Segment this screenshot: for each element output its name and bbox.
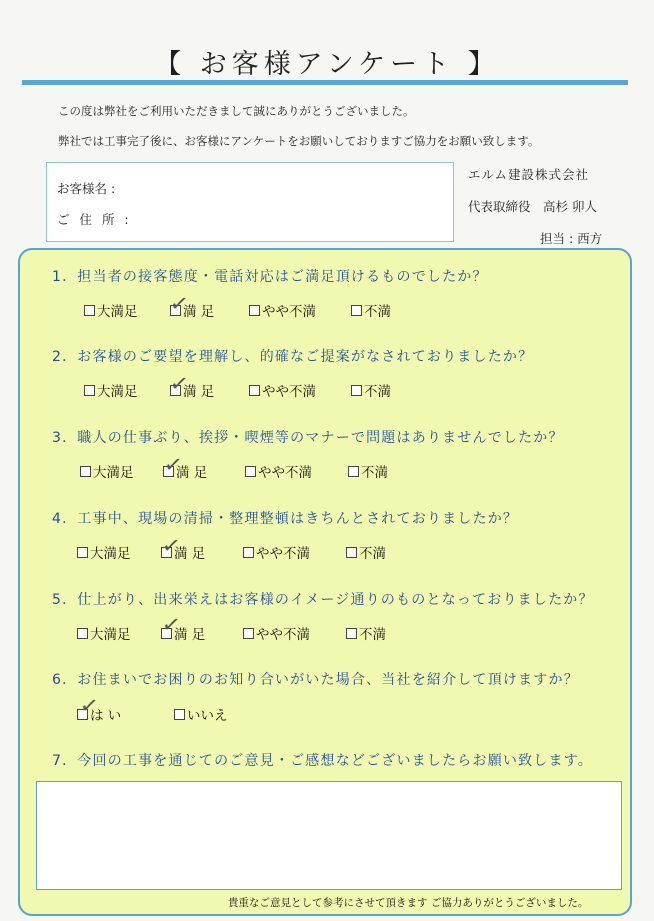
check-mark-icon: ✓ xyxy=(78,692,101,721)
staff-in-charge: 担当 : 西方 xyxy=(540,231,603,246)
option-checkbox[interactable]: やや不満 xyxy=(243,623,310,643)
option-checkbox[interactable]: 不満 xyxy=(348,461,388,481)
option-checkbox[interactable]: 満 足 xyxy=(170,380,214,400)
checkbox-icon xyxy=(249,385,260,396)
checkbox-icon xyxy=(243,628,254,639)
checkbox-icon xyxy=(351,385,362,396)
option-checkbox[interactable]: 大満足 xyxy=(77,623,131,643)
option-checkbox[interactable]: 不満 xyxy=(346,623,386,643)
option-checkbox[interactable]: 大満足 xyxy=(84,380,138,400)
question-5: 5．仕上がり、出来栄えはお客様のイメージ通りのものとなっておりましたか？ xyxy=(52,592,594,608)
option-checkbox[interactable]: 満 足 xyxy=(161,542,205,562)
option-checkbox[interactable]: 満 足 xyxy=(170,300,214,320)
checkbox-icon xyxy=(77,628,88,639)
intro-line: 弊社では工事完了後に、お客様にアンケートをお願いしておりますご協力をお願い致します。 xyxy=(58,134,540,148)
question-4: 4．工事中、現場の清掃・整理整頓はきちんとされておりましたか？ xyxy=(52,511,519,527)
checkbox-icon xyxy=(348,466,359,477)
option-checkbox[interactable]: やや不満 xyxy=(249,380,316,400)
question-1: 1．担当者の接客態度・電話対応はご満足頂けるものでしたか？ xyxy=(52,269,488,285)
check-mark-icon: ✓ xyxy=(162,451,185,480)
company-name: エルム建設株式会社 xyxy=(468,167,590,182)
option-checkbox[interactable]: 満 足 xyxy=(163,461,207,481)
option-checkbox[interactable]: やや不満 xyxy=(245,461,312,481)
checkbox-icon xyxy=(84,385,95,396)
option-checkbox[interactable]: やや不満 xyxy=(243,542,310,562)
customer-address-label: ご 住 所 : xyxy=(57,212,132,227)
page-title: 【 お客様アンケート 】 xyxy=(154,49,500,80)
option-checkbox[interactable]: 不満 xyxy=(351,300,391,320)
checkbox-icon xyxy=(351,305,362,316)
question-3: 3．職人の仕事ぶり、挨拶・喫煙等のマナーで問題はありませんでしたか？ xyxy=(52,430,564,446)
comment-textarea[interactable] xyxy=(36,781,622,890)
customer-name-label: お客様名 : xyxy=(57,181,116,196)
question-6: 6．お住まいでお困りのお知り合いがいた場合、当社を紹介して頂けますか？ xyxy=(52,672,579,688)
check-mark-icon: ✓ xyxy=(160,532,183,561)
checkbox-icon xyxy=(77,547,88,558)
title-rule xyxy=(22,80,628,85)
option-checkbox[interactable]: 大満足 xyxy=(77,542,131,562)
checkbox-icon xyxy=(249,305,260,316)
option-checkbox[interactable]: 満 足 xyxy=(161,623,205,643)
question-2: 2．お客様のご要望を理解し、的確なご提案がなされておりましたか？ xyxy=(52,349,534,365)
representative-title: 代表取締役 xyxy=(468,199,531,214)
check-mark-icon: ✓ xyxy=(168,290,191,319)
checkbox-icon xyxy=(174,709,185,720)
option-checkbox[interactable]: 不満 xyxy=(351,380,391,400)
option-checkbox[interactable]: やや不満 xyxy=(249,300,316,320)
customer-info-box[interactable] xyxy=(46,162,454,242)
representative-name: 高杉 卯人 xyxy=(543,199,597,214)
check-mark-icon: ✓ xyxy=(168,370,191,399)
option-checkbox[interactable]: 大満足 xyxy=(84,300,138,320)
intro-line: この度は弊社をご利用いただきまして誠にありがとうございました。 xyxy=(58,104,415,118)
check-mark-icon: ✓ xyxy=(160,611,183,640)
checkbox-icon xyxy=(80,466,91,477)
checkbox-icon xyxy=(346,628,357,639)
footer-note: 貴重なご意見として参考にさせて頂きます ご協力ありがとうございました。 xyxy=(228,897,589,909)
option-checkbox[interactable]: は い xyxy=(77,704,121,724)
option-checkbox[interactable]: 大満足 xyxy=(80,461,134,481)
checkbox-icon xyxy=(346,547,357,558)
option-checkbox[interactable]: いいえ xyxy=(174,704,228,724)
question-7: 7．今回の工事を通じてのご意見・ご感想などございましたらお願い致します。 xyxy=(52,753,593,769)
checkbox-icon xyxy=(245,466,256,477)
checkbox-icon xyxy=(243,547,254,558)
checkbox-icon xyxy=(84,305,95,316)
option-checkbox[interactable]: 不満 xyxy=(346,542,386,562)
